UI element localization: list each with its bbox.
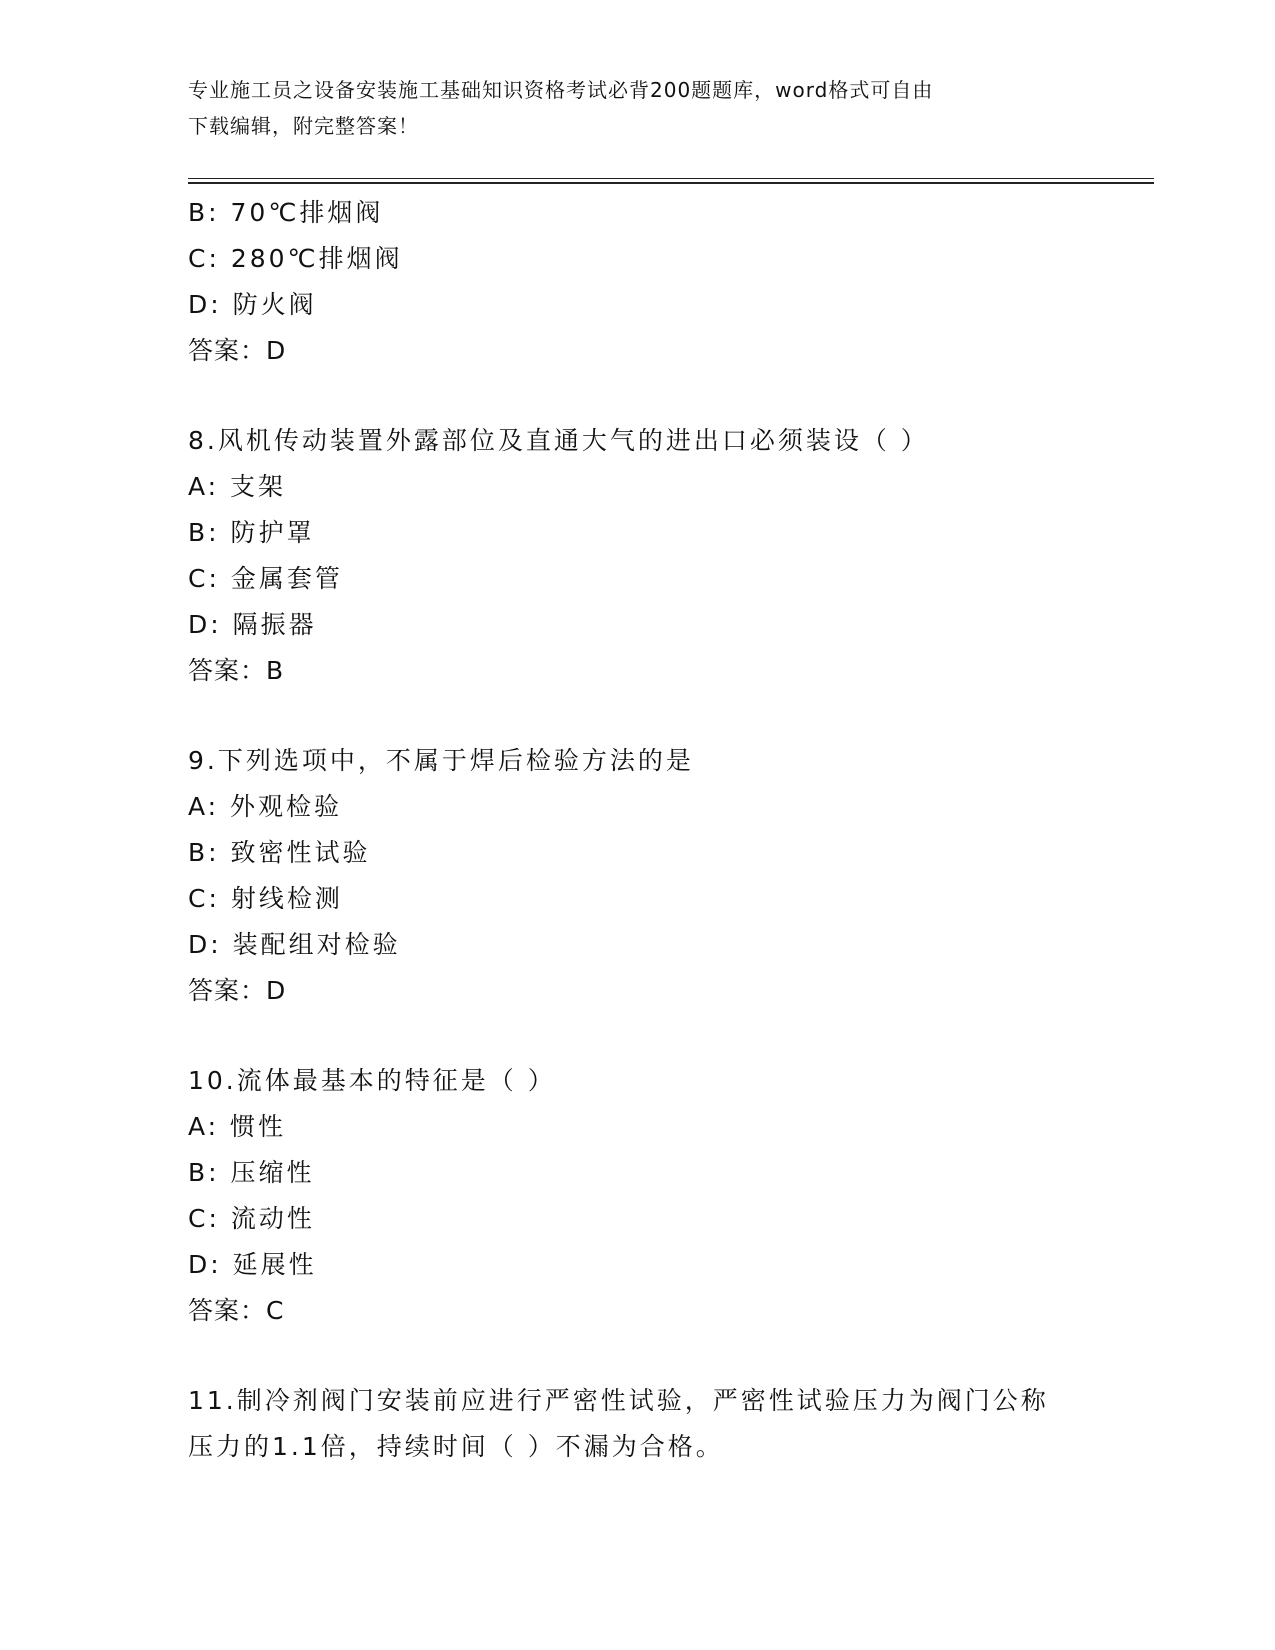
option-c: C: 280℃排烟阀 — [188, 244, 403, 273]
question-text: 8.风机传动装置外露部位及直通大气的进出口必须装设（ ） — [188, 426, 929, 455]
question-text-line-1: 11.制冷剂阀门安装前应进行严密性试验，严密性试验压力为阀门公称 — [188, 1386, 1049, 1415]
question-7-tail — [188, 190, 1088, 374]
header-divider-thin — [188, 178, 1154, 179]
option-d: D: 防火阀 — [188, 290, 317, 319]
option-a: A: 惯性 — [188, 1112, 287, 1141]
option-d: D: 装配组对检验 — [188, 930, 401, 959]
question-text: 10.流体最基本的特征是（ ） — [188, 1066, 556, 1095]
document-header — [188, 72, 1088, 144]
question-11 — [188, 1378, 1088, 1470]
option-b: B: 致密性试验 — [188, 838, 371, 867]
option-d: D: 隔振器 — [188, 610, 317, 639]
option-d: D: 延展性 — [188, 1250, 317, 1279]
answer-label: 答案：D — [188, 976, 287, 1005]
question-text-line-2: 压力的1.1倍，持续时间（ ）不漏为合格。 — [188, 1432, 724, 1461]
question-list — [188, 190, 1088, 1470]
question-8 — [188, 418, 1088, 694]
option-a: A: 支架 — [188, 472, 287, 501]
option-b: B: 压缩性 — [188, 1158, 315, 1187]
answer-label: 答案：B — [188, 656, 285, 685]
answer-label: 答案：C — [188, 1296, 285, 1325]
option-a: A: 外观检验 — [188, 792, 343, 821]
question-9 — [188, 738, 1088, 1014]
option-b: B: 70℃排烟阀 — [188, 198, 384, 227]
question-10 — [188, 1058, 1088, 1334]
question-text: 9.下列选项中，不属于焊后检验方法的是 — [188, 746, 694, 775]
option-b: B: 防护罩 — [188, 518, 315, 547]
option-c: C: 流动性 — [188, 1204, 315, 1233]
answer-label: 答案：D — [188, 336, 287, 365]
header-line-1: 专业施工员之设备安装施工基础知识资格考试必背200题题库，word格式可自由 — [188, 78, 934, 102]
option-c: C: 射线检测 — [188, 884, 343, 913]
option-c: C: 金属套管 — [188, 564, 343, 593]
header-line-2: 下载编辑，附完整答案！ — [188, 114, 419, 138]
header-divider-thick — [188, 182, 1154, 184]
